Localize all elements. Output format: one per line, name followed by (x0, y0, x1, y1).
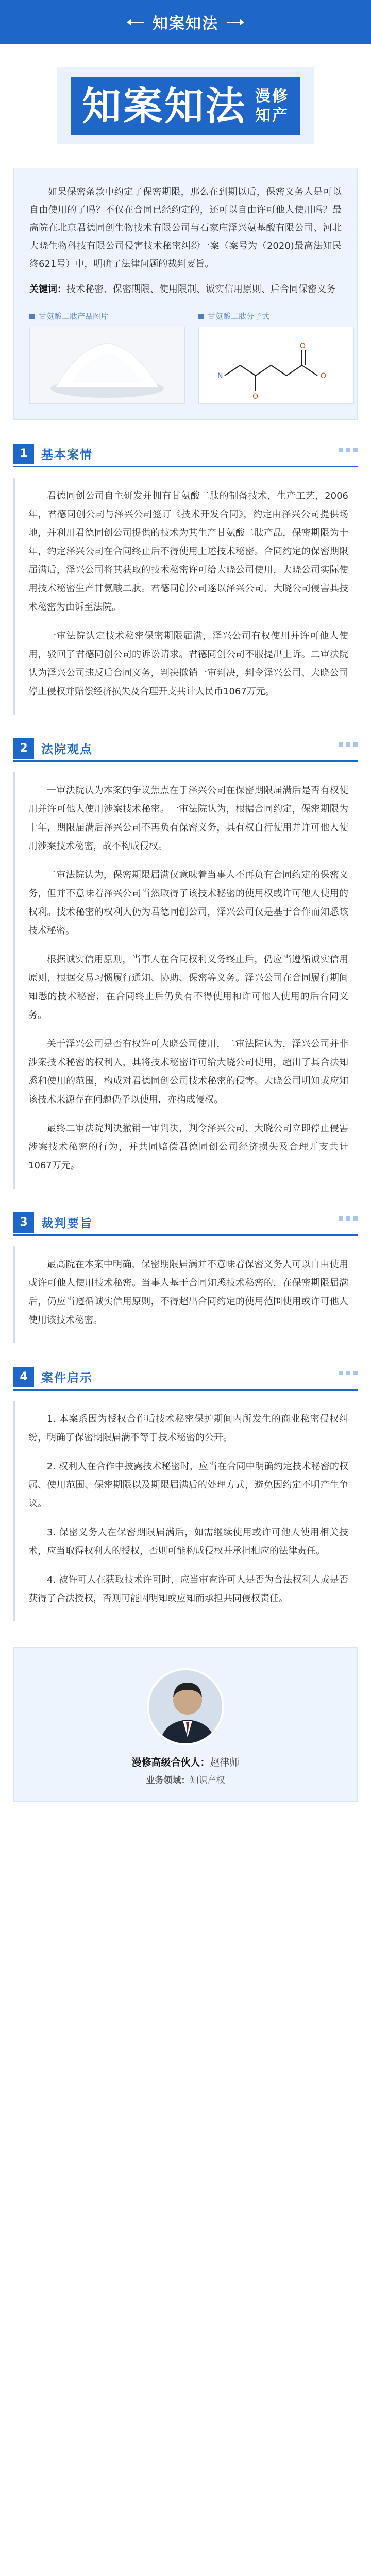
product-image-block (29, 311, 185, 404)
hero-title: 知案知法 (82, 83, 247, 129)
lawyer-name-line (131, 1755, 239, 1769)
hero-banner (0, 44, 371, 168)
lawyer-name: 赵律师 (210, 1757, 240, 1768)
section-title: 基本案情 (41, 448, 93, 462)
section-title: 案件启示 (41, 1371, 93, 1385)
section-number: 3 (13, 1212, 34, 1233)
avatar (147, 1668, 224, 1745)
lawyer-name-label: 漫修高级合伙人： (131, 1757, 210, 1768)
section-paragraph: 4. 被许可人在获取技术许可时，应当审查许可人是否为合法权利人或是否获得了合法授权，否则可能因明知或应知而承担共同侵权责任。 (28, 1574, 348, 1604)
hero-side-line2: 知产 (255, 107, 289, 125)
keywords-text: 技术秘密、保密期限、使用限制、诚实信用原则、后合同保密义务 (66, 284, 335, 295)
header-bar (0, 0, 371, 44)
formula-image-caption: 甘氨酸二肽分子式 (208, 312, 270, 321)
keywords (29, 280, 342, 298)
keywords-label: 关键词： (29, 284, 66, 295)
left-chevron-icon (128, 22, 144, 23)
header-title: 知案知法 (153, 15, 218, 33)
formula-image (198, 327, 354, 404)
section-number: 1 (13, 444, 34, 464)
section-2 (0, 736, 371, 1189)
intro-card (13, 168, 358, 420)
section-paragraph: 二审法院认为，保密期限届满仅意味着当事人不再负有合同约定的保密义务，但并不意味着泽兴公司当然取得了该技术秘密的使用权或许可他人使用的权利。技术秘密的权利人仍为君德同创公司，泽兴公司仅是基于合作而知悉该技术秘密。 (28, 870, 348, 936)
lawyer-card (13, 1647, 358, 1802)
svg-text:O: O (321, 372, 327, 380)
svg-text:N: N (217, 372, 223, 380)
section-4 (0, 1365, 371, 1621)
section-number: 2 (13, 738, 34, 759)
lawyer-field: 知识产权 (190, 1775, 225, 1786)
svg-text:O: O (300, 342, 306, 350)
svg-text:O: O (252, 393, 259, 401)
section-paragraph: 关于泽兴公司是否有权许可大晓公司使用，二审法院认为，泽兴公司并非涉案技术秘密的权利人，其将技术秘密许可给大晓公司使用，超出了其合法知悉和使用的范围，构成对君德同创公司技术秘密的侵害。大晓公司明知或应知该技术来源存在问题仍予以使用，亦构成侵权。 (28, 1039, 348, 1105)
section-number: 4 (13, 1367, 34, 1387)
section-title: 裁判要旨 (41, 1217, 93, 1230)
section-paragraph: 最终二审法院判决撤销一审判决，判令泽兴公司、大晓公司立即停止侵害涉案技术秘密的行为，并共同赔偿君德同创公司经济损失及合理开支共计1067万元。 (28, 1123, 348, 1171)
section-paragraph: 3. 保密义务人在保密期限届满后，如需继续使用或许可他人使用相关技术，应当取得权利人的授权，否则可能构成侵权并承担相应的法律责任。 (28, 1527, 348, 1556)
section-paragraph: 根据诚实信用原则，当事人在合同权利义务终止后，仍应当遵循诚实信用原则，根据交易习惯履行通知、协助、保密等义务。泽兴公司在合同履行期间知悉的技术秘密，在合同终止后仍负有不得使用和许可他人使用的后合同义务。 (28, 954, 348, 1021)
product-image (29, 327, 185, 404)
section-paragraph: 2. 权利人在合作中披露技术秘密时，应当在合同中明确约定技术秘密的权属、使用范围、保密期限以及期限届满后的处理方式，避免因约定不明产生争议。 (28, 1461, 348, 1509)
section-paragraph: 一审法院认为本案的争议焦点在于泽兴公司在保密期限届满后是否有权使用并许可他人使用涉案技术秘密。一审法院认为，根据合同约定，保密期限为十年，期限届满后泽兴公司不再负有保密义务，其有权自行使用并许可他人使用涉案技术秘密，故不构成侵权。 (28, 785, 348, 852)
section-paragraph: 最高院在本案中明确，保密期限届满并不意味着保密义务人可以自由使用或许可他人使用技术秘密。当事人基于合同知悉技术秘密的，在保密期限届满后，仍应当遵循诚实信用原则，不得超出合同约定的使用范围使用或许可他人使用该技术秘密。 (28, 1259, 348, 1326)
section-1 (0, 442, 371, 715)
hero-side-line1: 漫修 (255, 87, 289, 105)
section-title: 法院观点 (41, 743, 93, 756)
section-paragraph: 1. 本案系因为授权合作后技术秘密保护期间内所发生的商业秘密侵权纠纷，明确了保密期限届满不等于技术秘密的公开。 (28, 1414, 348, 1443)
formula-image-block (198, 311, 354, 404)
section-paragraph: 君德同创公司自主研发并拥有甘氨酸二肽的制备技术，生产工艺，2006年，君德同创公司与泽兴公司签订《技术开发合同》，约定由泽兴公司提供场地，并利用君德同创公司提供的技术为其生产甘氨酸二肽产品，保密期限为十年，约定泽兴公司在合同终止后不得使用上述技术秘密。合同约定的保密期限届满后，泽兴公司将其获取的技术秘密许可给大晓公司使用，大晓公司实际使用技术秘密生产甘氨酸二肽。君德同创公司遂以泽兴公司、大晓公司侵害其技术秘密为由诉至法院。 (28, 490, 348, 613)
section-paragraph: 一审法院认定技术秘密保密期限届满，泽兴公司有权使用并许可他人使用，驳回了君德同创公司的诉讼请求。君德同创公司不服提出上诉。二审法院认为泽兴公司违反后合同义务，判决撤销一审判决，判令泽兴公司、大晓公司停止侵权并赔偿经济损失及合理开支共计人民币1067万元。 (28, 631, 348, 697)
right-chevron-icon (227, 22, 243, 23)
section-3 (0, 1210, 371, 1343)
lawyer-field-line (146, 1773, 225, 1786)
lawyer-field-label: 业务领域： (146, 1775, 190, 1786)
product-image-caption: 甘氨酸二肽产品图片 (39, 312, 109, 321)
intro-paragraph: 如果保密条款中约定了保密期限，那么在到期以后，保密义务人是可以自由使用的了吗？不仅在合同已经约定的，还可以自由许可他人使用吗？最高院在北京君德同创生物技术有限公司与石家庄泽兴氨基酸有限公司、河北大晓生物科技有限公司侵害技术秘密纠纷一案（案号为（2020)最高法知民终621号）中，明确了法律问题的裁判要旨。 (29, 187, 342, 269)
